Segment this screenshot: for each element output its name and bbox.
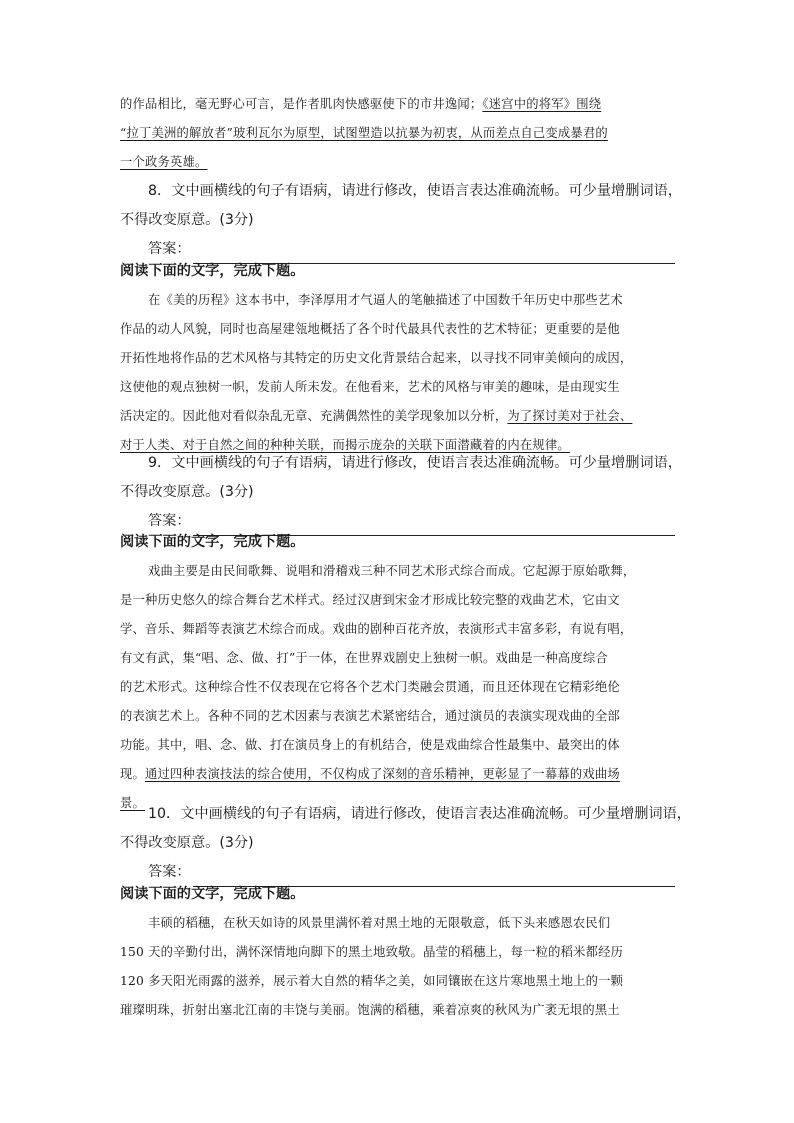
answer-label: 答案： — [148, 241, 191, 257]
passage-line: 开拓性地将作品的艺术风格与其特定的历史文化背景结合起来，以寻找不同审美倾向的成因， — [120, 351, 633, 365]
underlined-sentence: 一个政务英雄。 — [120, 155, 208, 169]
section-heading: 阅读下面的文字，完成下题。 — [120, 534, 305, 550]
answer-label: 答案： — [148, 513, 191, 529]
passage-line — [120, 760, 675, 789]
passage-line: 戏曲主要是由民间歌舞、说唱和滑稽戏三种不同艺术形式综合而成。它起源于原始歌舞， — [148, 564, 636, 578]
passage-line: 120 多天阳光雨露的滋养，展示着大自然的精华之美，如同镶嵌在这片寒地黑土地上的一颗 — [120, 974, 624, 988]
question-10 — [120, 800, 691, 887]
underlined-sentence: “拉丁美洲的解放者”玻利瓦尔为原型，试图塑造以抗暴为初衷，从而差点自己变成暴君的 — [120, 126, 608, 140]
question-text: 8．文中画横线的句子有语病，请进行修改，使语言表达准确流畅。可少量增删词语， — [148, 183, 682, 199]
passage-line: 在《美的历程》这本书中，李泽厚用才气逼人的笔触描述了中国数千年历史中那些艺术 — [148, 293, 623, 307]
answer-label: 答案： — [148, 864, 191, 880]
passage-line: 璀璨明珠，折射出塞北江南的丰饶与美丽。饱满的稻穗，乘着凉爽的秋风为广袤无垠的黑土 — [120, 1003, 620, 1017]
passage-line: 的艺术形式。这种综合性不仅表现在它将各个艺术门类融会贯通，而且还体现在它精彩绝伦 — [120, 680, 620, 694]
passage-line — [120, 402, 675, 431]
underlined-sentence: 为了探讨美对于社会、 — [507, 409, 633, 423]
passage-a — [120, 90, 675, 177]
question-8 — [120, 177, 682, 264]
passage-c — [120, 528, 675, 818]
passage-line: 丰硕的稻穗，在秋天如诗的风景里满怀着对黑土地的无限敬意，低下头来感恩农民们 — [148, 916, 611, 930]
question-text: 9．文中画横线的句子有语病，请进行修改，使语言表达准确流畅。可少量增删词语， — [148, 455, 682, 471]
passage-line: 有文有武，集“唱、念、做、打”于一体，在世界戏剧史上独树一帜。戏曲是一种高度综合 — [120, 651, 608, 665]
passage-text: 的作品相比，毫无野心可言，是作者肌肉快感驱使下的市井逸闻； — [120, 97, 483, 111]
underlined-sentence: 《迷宫中的将军》围绕 — [482, 97, 602, 111]
underlined-sentence: 对于人类、对于自然之间的种种关联，而揭示庞杂的关联下面潜藏着的内在规律。 — [120, 438, 570, 452]
passage-line: 作品的动人风貌，同时也高屋建瓴地概括了各个时代最具代表性的艺术特征；更重要的是他 — [120, 322, 620, 336]
underlined-sentence: 通过四种表演技法的综合使用，不仅构成了深刻的音乐精神，更彰显了一幕幕的戏曲场 — [145, 767, 620, 781]
question-text: 不得改变原意。(3分) — [120, 484, 254, 500]
passage-line: 这使他的观点独树一帜，发前人所未发。在他看来，艺术的风格与审美的趣味，是由现实生 — [120, 380, 620, 394]
question-text: 10．文中画横线的句子有语病，请进行修改，使语言表达准确流畅。可少量增删词语， — [148, 806, 691, 822]
underlined-sentence: 景。 — [120, 796, 145, 810]
passage-line: 150 天的辛勤付出，满怀深情地向脚下的黑土地致敬。晶莹的稻穗上，每一粒的稻米都经历 — [120, 945, 624, 959]
passage-d — [120, 880, 675, 1025]
section-heading: 阅读下面的文字，完成下题。 — [120, 263, 305, 279]
question-text: 不得改变原意。(3分) — [120, 212, 254, 228]
section-heading: 阅读下面的文字，完成下题。 — [120, 886, 305, 902]
passage-line — [120, 90, 675, 119]
passage-text: 现。 — [120, 767, 145, 781]
passage-line: 功能。其中，唱、念、做、打在演员身上的有机结合，使是戏曲综合性最集中、最突出的体 — [120, 738, 620, 752]
question-text: 不得改变原意。(3分) — [120, 835, 254, 851]
passage-line: 是一种历史悠久的综合舞台艺术样式。经过汉唐到宋金才形成比较完整的戏曲艺术，它由文 — [120, 593, 620, 607]
passage-line: 的表演艺术上。各种不同的艺术因素与表演艺术紧密结合，通过演员的表演实现戏曲的全部 — [120, 709, 620, 723]
passage-line: 学、音乐、舞蹈等表演艺术综合而成。戏曲的剧种百花齐放，表演形式丰富多彩，有说有唱， — [120, 622, 633, 636]
passage-text: 活决定的。因此他对看似杂乱无章、充满偶然性的美学现象加以分析， — [120, 409, 508, 423]
passage-b — [120, 257, 675, 460]
question-9 — [120, 449, 682, 536]
